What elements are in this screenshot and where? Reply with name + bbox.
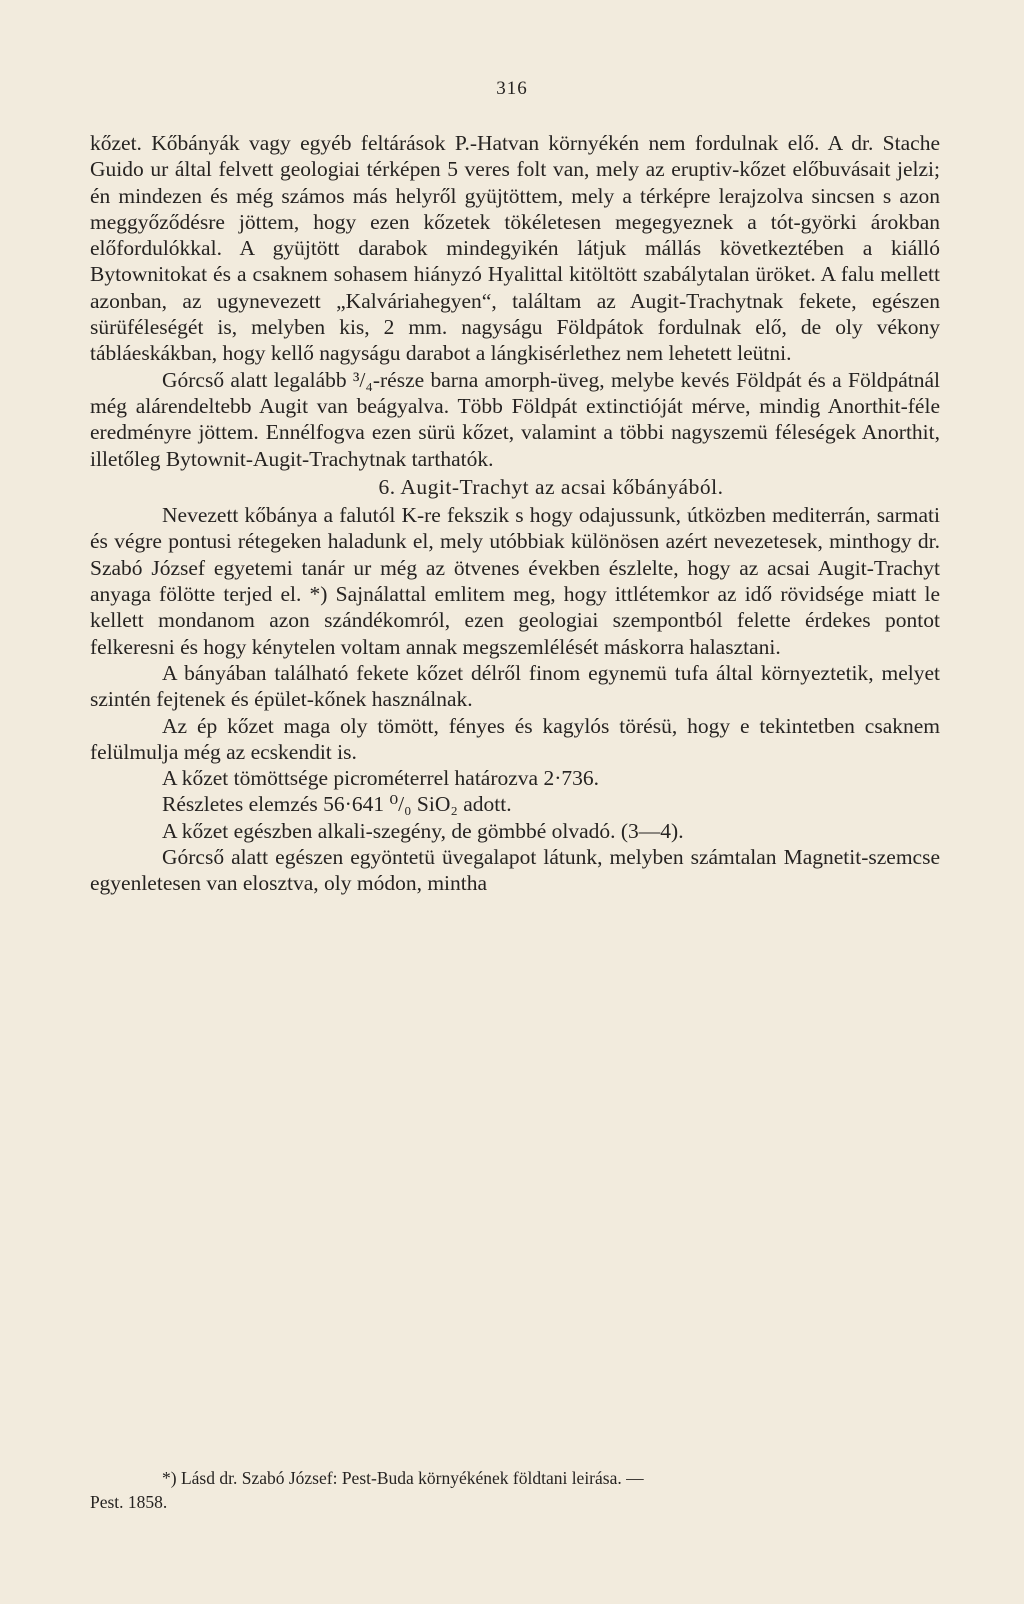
paragraph: kőzet. Kőbányák vagy egyéb feltárások P.-Hatvan környékén nem fordulnak elő. A dr. Stache Guido ur által felvett geologiai térképen 5 veres folt van, mely az eruptiv-kőzet előbuvásait jelzi; én mindezen és még számos más helyről gyüjtöttem, mely a térképre lerajzolva sincsen s azon meggyőződésre jöttem, hogy ezen kőzetek tökéletesen megegyeznek a tót-györki árokban előfordulókkal. A gyüjtött darabok mindegyikén látjuk mállás következtében a kiálló Bytownitokat és a csaknem sohasem hiányzó Hyalittal kitöltött szabálytalan üröket. A falu mellett azonban, az ugynevezett „Kalváriahegyen“, találtam az Augit-Trachytnak fekete, egészen sürüféleségét is, melyben kis, 2 mm. nagyságu Földpátok fordulnak elő, de oly vékony tábláeskákban, hogy kellő nagyságu darabot a lángkisérlethez nem lehetett leütni. (90, 131, 940, 366)
paragraph: Részletes elemzés 56·641 ⁰/₀ SiO₂ adott. (162, 792, 512, 817)
paragraph: A kőzet tömöttsége picrométerrel határozva 2·736. (162, 766, 600, 791)
footnote (90, 1466, 940, 1514)
paragraph: A kőzet egészben alkali-szegény, de gömbbé olvadó. (3—4). (162, 818, 684, 843)
page-number: 316 (496, 78, 528, 99)
footnote-line: *) Lásd dr. Szabó József: Pest-Buda környékének földtani leirása. — (162, 1468, 644, 1488)
section-heading: 6. Augit-Trachyt az acsai kőbányából. (378, 474, 724, 499)
paragraph: A bányában található fekete kőzet délről finom egynemü tufa által környeztetik, melyet szintén fejtenek és épület-kőnek használnak. (90, 660, 940, 712)
paragraph: Górcső alatt legalább ³/₄-része barna amorph-üveg, melybe kevés Földpát és a Földpátnál még alárendeltebb Augit van beágyalva. Több Földpát extinctióját mérve, mindig Anorthit-féle eredményre jöttem. Ennélfogva ezen sürü kőzet, valamint a többi nagyszemü féleségek Anorthit, illetőleg Bytownit-Augit-Trachytnak tarthatók. (90, 367, 940, 471)
footnote-line: Pest. 1858. (90, 1492, 168, 1512)
paragraph: Nevezett kőbánya a falutól K-re fekszik s hogy odajussunk, útközben mediterrán, sarmati és végre pontusi rétegeken haladunk el, mely utóbbiak különösen azért nevezetesek, minthogy dr. Szabó József egyetemi tanár ur még az ötvenes években észlelte, hogy az acsai Augit-Trachyt anyaga fölötte terjed el. *) Sajnálattal emlitem meg, hogy ittlétemkor az idő rövidsége miatt le kellett mondanom azon szándékomról, ezen geologiai szempontból felette érdekes pontot felkeresni és hogy kénytelen voltam annak megszemlélését máskorra halasztani. (90, 503, 940, 659)
paragraph: Górcső alatt egészen egyöntetü üvegalapot látunk, melyben számtalan Magnetit-szemcse egyenletesen van elosztva, oly módon, mintha (90, 845, 940, 896)
paragraph: Az ép kőzet maga oly tömött, fényes és kagylós törésü, hogy e tekintetben csaknem felülmulja még az ecskendit is. (90, 713, 940, 764)
body-text (90, 130, 940, 897)
